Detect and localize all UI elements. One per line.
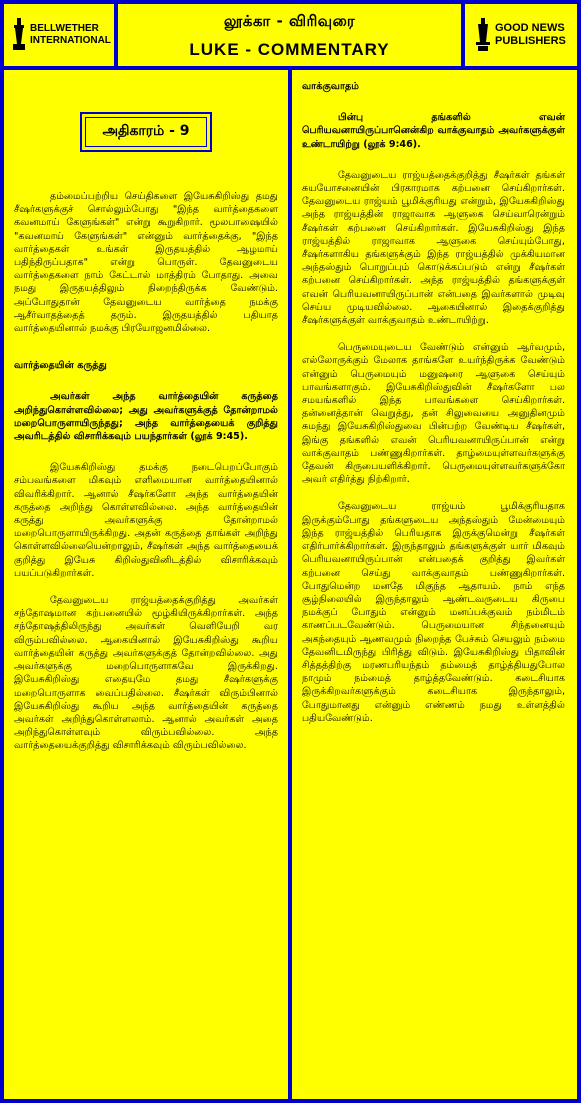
section-heading-argument: வாக்குவாதம் xyxy=(302,81,359,92)
paragraph-left-2: இயேசுகிறிஸ்து தமக்கு நடைபெறப்போகும் சம்பவங்களை மிகவும் எளிமையான வார்த்தையினால் விவரிக்கிறார். ஆனால் சீஷர்களோ அந்த வார்த்தையின் கருத்தை அறிந்து கொள்ளவில்லை. அந்த வார்த்தையின் கருத்து அவர்களுக்கு தோன்றாமல் மறைபொருளாயிருக்கிறது. அதன் கருத்தை தாங்கள் அறிந்து கொள்ளவில்லையென்றாலும், சீஷர்கள் அந்த வார்த்தையைக் குறித்து இயேசு கிறிஸ்துவினிடத்தில் விசாரிக்கவும் பயப்படுகிறார்கள். xyxy=(14,462,278,579)
good-news-logo-text: GOOD NEWS PUBLISHERS xyxy=(495,22,566,47)
right-logo-box xyxy=(461,0,581,70)
bellwether-logo xyxy=(12,18,111,52)
paragraph-right-3: தேவனுடைய ராஜ்யம் பூமிக்குரியதாக இருக்கும்போது தங்களுடைய அந்தஸ்தும் மேன்மையும் இந்த ராஜ்யத்தில் பெரியதாக இருக்குமென்று சீஷர்கள் எதிர்பார்க்கிறார்கள். இருந்தாலும் தங்களுக்குள் யார் மிகவும் பெரியவனாயிருப்பான் என்பதைக் குறித்து இவர்கள் கற்பனை செய்து வாக்குவாதம் பண்ணுகிறார்கள். போதுமென்ற மனதே மிகுந்த ஆதாயம். நாம் எந்த சூழ்நிலையில் இருந்தாலும் ஆண்டவருடைய கிருபை நமக்குப் போதும் என்னும் மனப்பக்குவம் நம்மிடம் காணப்படவேண்டும். பெருமையான சிந்தனையும் அகந்தையும் ஆணவமும் நிறைந்த பேச்சும் செயலும் நம்மை தேவனிடமிருந்து பிரித்து விடும். இயேசுகிறிஸ்து பிதாவின் சித்தத்திற்கு மரணபரியந்தம் தம்மைத் தாழ்த்தியதுபோல நாமும் நம்மைத் தாழ்த்தவேண்டும். கடைசியாக இருக்கிறவர்களுக்கும் கடைசியாக இருந்தாலும், போதுமானது என்னும் எண்ணம் நமது உள்ளத்தில் பதியவேண்டும். xyxy=(302,501,565,724)
right-column xyxy=(288,70,581,1103)
bellwether-logo-text: BELLWETHER INTERNATIONAL xyxy=(30,23,111,46)
bellwether-emblem-icon xyxy=(12,18,26,52)
page-header xyxy=(0,0,581,70)
left-logo-box xyxy=(0,0,118,70)
title-box xyxy=(114,0,465,70)
paragraph-left-3: தேவனுடைய ராஜ்யத்தைக்குறித்து அவர்கள் சந்தோஷமான கற்பனையில் மூழ்கியிருக்கிறார்கள். அந்த சந்தோஷத்திலிருந்து அவர்கள் வெளியேறி வர விரும்பவில்லை. ஆகையினால் இயேசுகிறிஸ்து கூறிய வார்த்தையின் கருத்து அவர்களுக்குத் தோன்றவில்லை. அது அவர்களுக்கு மறைபொருளாகவே இருக்கிறது. இயேசுகிறிஸ்து எதையுமே தமது சீஷர்களுக்கு மறைபொருளாக வைப்பதில்லை. சீஷர்கள் விரும்பினால் இயேசுகிறிஸ்து கூறிய அந்த வார்த்தையின் கருத்தை அவர்கள் அறிந்துகொள்ளலாம். ஆனால் அவர்கள் அதை அறிந்துகொள்ளவும் விரும்பவில்லை. அந்த வார்த்தையைக்குறித்து விசாரிக்கவும் விரும்பவில்லை. xyxy=(14,595,278,752)
good-news-logo xyxy=(475,18,573,52)
left-column xyxy=(0,70,292,1103)
scripture-quote-luke-9-46: பின்பு தங்களில் எவன் பெரியவனாயிருப்பானென்கிற வாக்குவாதம் அவர்களுக்குள் உண்டாயிற்று (லூக் 9:46). xyxy=(302,112,565,150)
section-heading-word-meaning: வார்த்தையின் கருத்து xyxy=(14,360,107,372)
scripture-quote-luke-9-45: அவர்கள் அந்த வார்த்தையின் கருத்தை அறிந்துகொள்ளவில்லை; அது அவர்களுக்குத் தோன்றாமல் மறைபொருளாயிருந்தது; அந்த வார்த்தையைக் குறித்து அவரிடத்தில் விசாரிக்கவும் பயந்தார்கள் (லூக் 9:45). xyxy=(14,391,278,443)
title-english: LUKE - COMMENTARY xyxy=(189,40,390,59)
title-tamil: லூக்கா - விரிவுரை xyxy=(223,12,356,30)
paragraph-intro: தம்மைப்பற்றிய செய்திகளை இயேசுகிறிஸ்து தமது சீஷர்களுக்குச் சொல்லும்போது "இந்த வார்த்தைகளை கவனமாய் கேளுங்கள்" என்று கூறுகிறார். மூலபாஷையில் "கவனமாய் கேளுங்கள்" என்னும் வார்த்தைக்கு, "இந்த வார்த்தைகள் உங்கள் இருதயத்தில் ஆழமாய் பதிந்திருப்பதாக" என்று பொருள். தேவனுடைய வார்த்தைகளை நாம் கேட்டால் மாத்திரம் போதாது. அவை நமது இருதயத்திலும் நிறைந்திருக்க வேண்டும். அப்போதுதான் தேவனுடைய வார்த்தை நமக்கு ஆசீர்வாதத்தைத் தரும். இருதயத்தில் பதியாத வார்த்தையினால் நமக்கு பிரயோஜனமில்லை. xyxy=(14,191,278,335)
paragraph-right-2: பெருமையுடைய வேண்டும் என்னும் ஆர்வமும், எல்லோருக்கும் மேலாக தாங்களே உயர்ந்திருக்க வேண்டும் என்னும் பெருமையும் மனுஷரை ஆளுகை செய்யும் பாவங்களாகும். இயேசுகிறிஸ்துவின் சீஷர்களோ பல சமயங்களில் இந்த பாவங்களை செய்கிறார்கள். தன்னைத்தான் வெறுத்து, தன் சிலுவையை அனுதினமும் சுமந்து இயேசுகிறிஸ்துவை பின்பற்ற வேண்டிய சீஷர்கள், இங்கு தங்களில் எவன் பெரியவனாயிருப்பான் என்று வாக்குவாதம் பண்ணுகிறார்கள். தாழ்மையுள்ளவர்களுக்கு தேவன் கிருபையளிக்கிறார். பெருமையுள்ளவர்களுக்கோ அவர் எதிர்த்து நிற்கிறார். xyxy=(302,342,565,486)
good-news-emblem-icon xyxy=(475,18,491,52)
paragraph-right-1: தேவனுடைய ராஜ்யத்தைக்குறித்து சீஷர்கள் தங்கள் சுயயோசனையின் பிரகாரமாக கற்பனை செய்கிறார்கள். தேவனுடைய ராஜ்யம் பூமிக்குரியது என்றும், இயேசுகிறிஸ்து அந்த ராஜ்யத்தின் ராஜாவாக ஆளுகை செய்வாரென்றும் சீஷர்கள் கற்பனை செய்கிறார்கள். இயேசுகிறிஸ்து இந்த ராஜ்யத்தில் ராஜாவாக ஆளுகை செய்யும்போது, சீஷர்களாகிய தங்களுக்கும் இந்த ராஜ்யத்தில் முக்கியமான அந்தஸ்தும் பொறுப்பும் கொடுக்கப்படும் என்று சீஷர்கள் கற்பனை செய்கிறார்கள். அந்த ராஜ்யத்தில் தங்களுக்குள் எவன் பெரியவனாயிருப்பான் என்பதை இவர்களால் முடிவு செய்ய முடியவில்லை. ஆகையினால் இதைக்குறித்து சீஷர்களுக்குள் வாக்குவாதம் உண்டாயிற்று. xyxy=(302,169,565,327)
chapter-box: அதிகாரம் - 9 xyxy=(80,112,212,152)
